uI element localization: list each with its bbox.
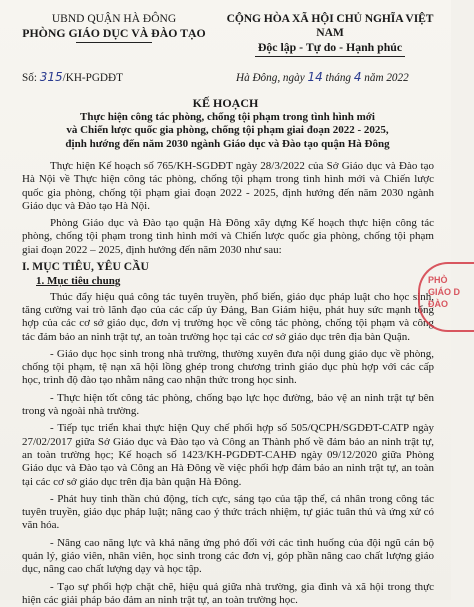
paragraph-item: - Thực hiện tốt công tác phòng, chống bạo lực học đường, bảo vệ an ninh trật tự bên trong và ngoài nhà trường. bbox=[22, 391, 434, 418]
stamp-text: ĐÀO bbox=[428, 299, 448, 309]
paragraph-basis: Thực hiện Kế hoạch số 765/KH-SGDĐT ngày 28/3/2022 của Sở Giáo dục và Đào tạo Hà Nội về Thực hiện công tác phòng, chống tội phạm trong tình hình mới và Chiến lược quốc gia phòng, chống tội phạm giai đoạn 2022 - 2025, định hướng đến năm 2030 ngành Giáo dục và Đào tạo Hà Nội. bbox=[22, 160, 434, 212]
date-suffix: năm 2022 bbox=[364, 72, 409, 84]
paragraph-item: - Phát huy tinh thần chủ động, tích cực, sáng tạo của tập thể, cá nhân trong công tác tuyên truyền, giáo dục pháp luật; nâng cao ý thức trách nhiệm, tự giác tuân thủ và ứng xử có văn hóa. bbox=[22, 492, 434, 532]
org-line-2: PHÒNG GIÁO DỤC VÀ ĐÀO TẠO bbox=[22, 26, 206, 40]
nation-line-1: CỘNG HÒA XÃ HỘI CHỦ NGHĨA VIỆT NAM bbox=[226, 12, 434, 39]
subtitle-line: Thực hiện công tác phòng, chống tội phạm trong tình hình mới bbox=[80, 111, 375, 123]
document-body bbox=[22, 160, 434, 607]
number-suffix: /KH-PGDĐT bbox=[62, 72, 123, 84]
number-handwritten: 315 bbox=[39, 70, 63, 84]
issuing-organization bbox=[14, 12, 214, 43]
paragraph-intro: Phòng Giáo dục và Đào tạo quận Hà Đông xây dựng Kế hoạch thực hiện công tác phòng, chống tội phạm trong tình hình mới và Chiến lược quốc gia phòng, chống tội phạm giai đoạn 2022 – 2025, định hướng đến năm 2030 như sau: bbox=[22, 217, 434, 256]
date-day: 14 bbox=[307, 70, 323, 84]
org-line-1: UBND QUẬN HÀ ĐÔNG bbox=[51, 13, 177, 25]
subtitle-line: và Chiến lược quốc gia phòng, chống tội phạm giai đoạn 2022 - 2025, bbox=[66, 124, 389, 137]
date-month: 4 bbox=[353, 70, 362, 84]
paragraph-item: - Tạo sự phối hợp chặt chẽ, hiệu quả giữa nhà trường, gia đình và xã hội trong thực hiện các giải pháp bảo đảm an ninh trật tự, an toàn trường học. bbox=[22, 580, 434, 606]
paragraph-item: - Giáo dục học sinh trong nhà trường, thường xuyên đưa nội dung giáo dục về phòng, chống tội phạm, tệ nạn xã hội lồng ghép trong chương trình giáo dục phù hợp với các cấp học, trình độ đào tạo nhằm nâng cao nhận thức trong học sinh. bbox=[22, 347, 434, 387]
org-underline bbox=[76, 42, 152, 43]
document-subtitle bbox=[30, 111, 425, 151]
motto-underline bbox=[255, 56, 405, 57]
date-prefix: Hà Đông, ngày bbox=[236, 72, 305, 84]
document-number bbox=[22, 70, 123, 84]
stamp-text: GIÁO D bbox=[428, 287, 461, 297]
section-heading: I. MỤC TIÊU, YÊU CẦU bbox=[22, 260, 149, 274]
document-date bbox=[236, 70, 409, 84]
national-motto bbox=[214, 12, 446, 57]
subsection-heading: 1. Mục tiêu chung bbox=[36, 275, 121, 288]
date-mid: tháng bbox=[325, 72, 352, 84]
paragraph-item: - Tiếp tục triển khai thực hiện Quy chế phối hợp số 505/QCPH/SGDĐT-CATP ngày 27/02/2017 giữa Sở Giáo dục và Đào tạo và Công an Thành phố về đảm bảo an ninh trật tự, an toàn trường học; Kế hoạch số 1423/KH-PGDĐT-CAHĐ ngày 09/12/2020 giữa Phòng Giáo dục và Đào tạo và Công an Hà Đông về việc phối hợp đảm bảo an ninh trật tự, an toàn tại các cơ sở giáo dục trên địa bàn quận Hà Đông. bbox=[22, 422, 434, 488]
subtitle-line: định hướng đến năm 2030 ngành Giáo dục và Đào tạo quận Hà Đông bbox=[65, 137, 390, 150]
stamp-text: PHÒ bbox=[428, 275, 448, 285]
paragraph-item: - Nâng cao năng lực và khả năng ứng phó đối với các tình huống của đội ngũ cán bộ quản lý, giáo viên, nhân viên, học sinh trong các đơn vị, góp phần nâng cao chất lượng giáo dục, nâng cao chất lượng dạy và học tập. bbox=[22, 536, 434, 576]
number-prefix: Số: bbox=[22, 72, 37, 84]
official-seal-stamp bbox=[418, 262, 474, 332]
paragraph-goal: Thúc đẩy hiệu quả công tác tuyên truyền, phổ biến, giáo dục pháp luật cho học sinh, tăng cường vai trò lãnh đạo của các cấp ủy Đảng, Ban Giám hiệu, phát huy sức mạnh tổng hợp của các cơ sở giáo dục, đơn vị trường học về công tác phòng, chống tội phạm và công tác đảm bảo an ninh trật tự, an toàn trường học tại các cơ sở giáo dục trên địa bàn Quận. bbox=[22, 290, 434, 343]
nation-line-2: Độc lập - Tự do - Hạnh phúc bbox=[257, 40, 403, 54]
document-title: KẾ HOẠCH bbox=[192, 96, 259, 110]
